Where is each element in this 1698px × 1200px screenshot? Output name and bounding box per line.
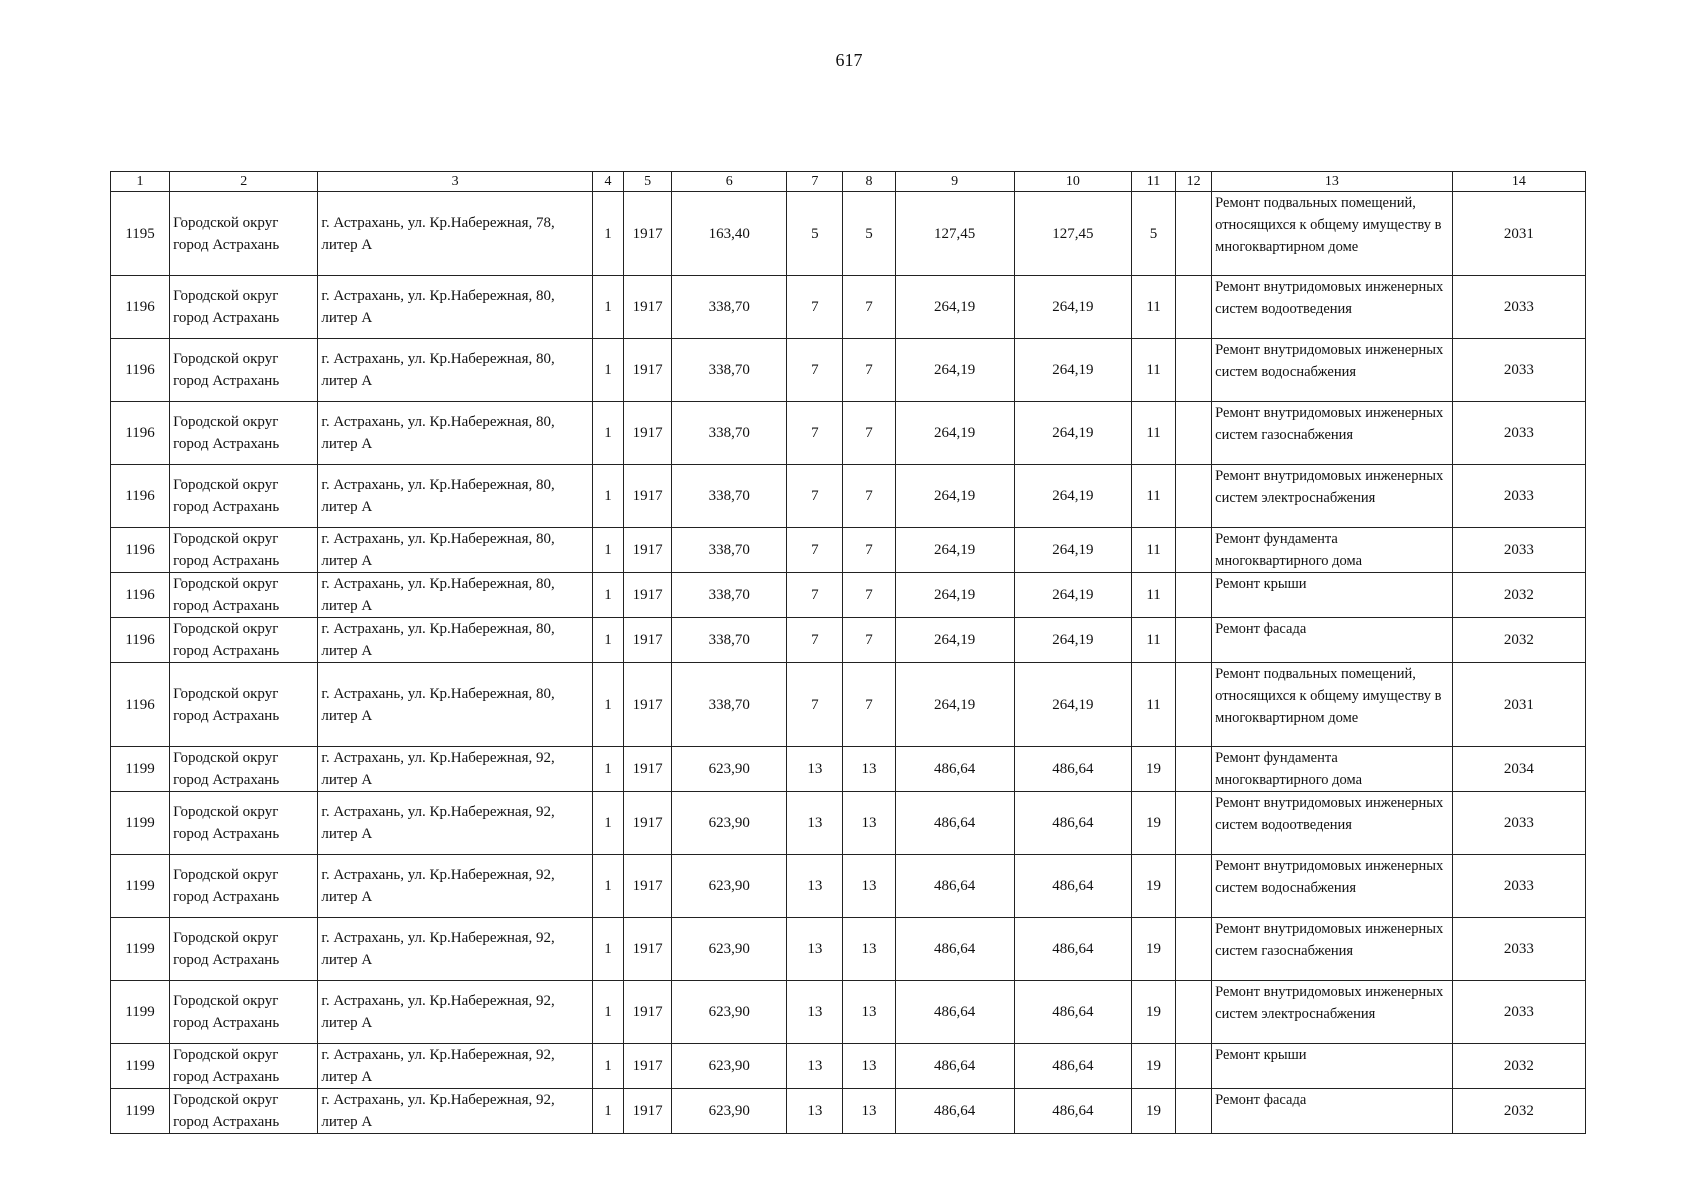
cell-work-type: Ремонт крыши [1212, 573, 1452, 618]
column-header-3: 3 [318, 172, 593, 192]
cell-row-id: 1199 [111, 918, 170, 981]
cell-col-12 [1176, 855, 1212, 918]
column-header-8: 8 [843, 172, 895, 192]
cell-col-11: 11 [1132, 339, 1176, 402]
cell-year-built: 1917 [624, 792, 672, 855]
cell-row-id: 1199 [111, 1044, 170, 1089]
cell-year-built: 1917 [624, 465, 672, 528]
cell-row-id: 1199 [111, 792, 170, 855]
cell-municipality: Городской округ город Астрахань [170, 1089, 318, 1134]
cell-year-built: 1917 [624, 573, 672, 618]
cell-year-built: 1917 [624, 276, 672, 339]
cell-col-11: 5 [1132, 192, 1176, 276]
cell-municipality: Городской округ город Астрахань [170, 981, 318, 1044]
cell-col-7: 7 [787, 276, 843, 339]
table-row [111, 1089, 1586, 1134]
cell-col-8: 13 [843, 1089, 895, 1134]
cell-total-area: 338,70 [672, 573, 787, 618]
table-row [111, 192, 1586, 276]
cell-col-12 [1176, 276, 1212, 339]
cell-total-area: 623,90 [672, 1089, 787, 1134]
cell-year-built: 1917 [624, 528, 672, 573]
cell-municipality: Городской округ город Астрахань [170, 663, 318, 747]
column-header-14: 14 [1452, 172, 1585, 192]
cell-col-12 [1176, 339, 1212, 402]
cell-col-4: 1 [592, 528, 623, 573]
table-row [111, 339, 1586, 402]
cell-area-9: 264,19 [895, 573, 1014, 618]
cell-col-7: 7 [787, 663, 843, 747]
cell-col-8: 7 [843, 465, 895, 528]
cell-area-9: 486,64 [895, 855, 1014, 918]
cell-col-11: 19 [1132, 981, 1176, 1044]
cell-row-id: 1195 [111, 192, 170, 276]
cell-address: г. Астрахань, ул. Кр.Набережная, 78, литер А [318, 192, 593, 276]
cell-col-8: 7 [843, 663, 895, 747]
cell-address: г. Астрахань, ул. Кр.Набережная, 80, литер А [318, 276, 593, 339]
column-header-1: 1 [111, 172, 170, 192]
cell-col-8: 7 [843, 339, 895, 402]
cell-total-area: 338,70 [672, 528, 787, 573]
cell-col-7: 5 [787, 192, 843, 276]
cell-area-9: 264,19 [895, 402, 1014, 465]
cell-year-built: 1917 [624, 918, 672, 981]
column-number-row [111, 172, 1586, 192]
column-header-7: 7 [787, 172, 843, 192]
cell-planned-year: 2032 [1452, 1089, 1585, 1134]
cell-municipality: Городской округ город Астрахань [170, 792, 318, 855]
cell-municipality: Городской округ город Астрахань [170, 918, 318, 981]
cell-row-id: 1199 [111, 855, 170, 918]
table-row [111, 618, 1586, 663]
page-number: 617 [835, 50, 863, 70]
cell-work-type: Ремонт внутридомовых инженерных систем газоснабжения [1212, 402, 1452, 465]
table-row [111, 1044, 1586, 1089]
cell-col-12 [1176, 747, 1212, 792]
cell-col-8: 5 [843, 192, 895, 276]
cell-area-9: 486,64 [895, 1089, 1014, 1134]
cell-col-4: 1 [592, 792, 623, 855]
cell-col-7: 13 [787, 1089, 843, 1134]
cell-year-built: 1917 [624, 402, 672, 465]
cell-area-9: 264,19 [895, 618, 1014, 663]
table-row [111, 402, 1586, 465]
cell-row-id: 1196 [111, 402, 170, 465]
cell-total-area: 623,90 [672, 747, 787, 792]
cell-area-9: 486,64 [895, 747, 1014, 792]
cell-planned-year: 2032 [1452, 618, 1585, 663]
cell-planned-year: 2033 [1452, 465, 1585, 528]
cell-year-built: 1917 [624, 747, 672, 792]
cell-col-12 [1176, 192, 1212, 276]
cell-area-10: 486,64 [1014, 855, 1131, 918]
cell-planned-year: 2033 [1452, 855, 1585, 918]
cell-row-id: 1196 [111, 663, 170, 747]
cell-planned-year: 2033 [1452, 792, 1585, 855]
cell-area-9: 264,19 [895, 465, 1014, 528]
cell-area-9: 264,19 [895, 663, 1014, 747]
cell-area-10: 264,19 [1014, 618, 1131, 663]
column-header-2: 2 [170, 172, 318, 192]
table-row [111, 792, 1586, 855]
cell-col-8: 13 [843, 981, 895, 1044]
cell-col-12 [1176, 918, 1212, 981]
cell-col-7: 7 [787, 618, 843, 663]
table-row [111, 276, 1586, 339]
cell-planned-year: 2033 [1452, 918, 1585, 981]
cell-col-7: 7 [787, 402, 843, 465]
cell-municipality: Городской округ город Астрахань [170, 1044, 318, 1089]
table-row [111, 528, 1586, 573]
cell-work-type: Ремонт фундамента многоквартирного дома [1212, 528, 1452, 573]
cell-work-type: Ремонт внутридомовых инженерных систем водоснабжения [1212, 339, 1452, 402]
cell-col-12 [1176, 618, 1212, 663]
cell-row-id: 1196 [111, 573, 170, 618]
cell-municipality: Городской округ город Астрахань [170, 465, 318, 528]
cell-total-area: 623,90 [672, 792, 787, 855]
cell-col-11: 19 [1132, 1044, 1176, 1089]
cell-address: г. Астрахань, ул. Кр.Набережная, 80, литер А [318, 573, 593, 618]
cell-col-12 [1176, 663, 1212, 747]
cell-col-7: 13 [787, 1044, 843, 1089]
cell-area-10: 486,64 [1014, 792, 1131, 855]
cell-row-id: 1196 [111, 618, 170, 663]
cell-municipality: Городской округ город Астрахань [170, 192, 318, 276]
cell-area-10: 264,19 [1014, 573, 1131, 618]
cell-work-type: Ремонт подвальных помещений, относящихся к общему имуществу в многоквартирном доме [1212, 192, 1452, 276]
cell-total-area: 163,40 [672, 192, 787, 276]
table-row [111, 855, 1586, 918]
cell-year-built: 1917 [624, 663, 672, 747]
cell-row-id: 1199 [111, 747, 170, 792]
cell-row-id: 1199 [111, 981, 170, 1044]
cell-address: г. Астрахань, ул. Кр.Набережная, 92, литер А [318, 981, 593, 1044]
cell-address: г. Астрахань, ул. Кр.Набережная, 92, литер А [318, 792, 593, 855]
cell-row-id: 1196 [111, 528, 170, 573]
cell-planned-year: 2033 [1452, 981, 1585, 1044]
cell-address: г. Астрахань, ул. Кр.Набережная, 80, литер А [318, 465, 593, 528]
cell-work-type: Ремонт внутридомовых инженерных систем водоотведения [1212, 276, 1452, 339]
table-row [111, 573, 1586, 618]
cell-col-4: 1 [592, 573, 623, 618]
cell-municipality: Городской округ город Астрахань [170, 402, 318, 465]
capital-repair-table [110, 171, 1586, 1134]
cell-col-8: 13 [843, 855, 895, 918]
cell-area-10: 486,64 [1014, 1089, 1131, 1134]
column-header-13: 13 [1212, 172, 1452, 192]
cell-planned-year: 2033 [1452, 528, 1585, 573]
cell-col-4: 1 [592, 192, 623, 276]
cell-col-4: 1 [592, 276, 623, 339]
cell-work-type: Ремонт фундамента многоквартирного дома [1212, 747, 1452, 792]
cell-col-11: 11 [1132, 528, 1176, 573]
cell-work-type: Ремонт внутридомовых инженерных систем электроснабжения [1212, 465, 1452, 528]
cell-address: г. Астрахань, ул. Кр.Набережная, 92, литер А [318, 1089, 593, 1134]
cell-total-area: 338,70 [672, 339, 787, 402]
column-header-4: 4 [592, 172, 623, 192]
cell-municipality: Городской округ город Астрахань [170, 339, 318, 402]
cell-col-11: 19 [1132, 747, 1176, 792]
cell-col-4: 1 [592, 981, 623, 1044]
table-body [111, 192, 1586, 1134]
cell-year-built: 1917 [624, 981, 672, 1044]
cell-planned-year: 2031 [1452, 663, 1585, 747]
cell-planned-year: 2033 [1452, 276, 1585, 339]
cell-planned-year: 2033 [1452, 339, 1585, 402]
cell-col-4: 1 [592, 747, 623, 792]
cell-work-type: Ремонт подвальных помещений, относящихся к общему имуществу в многоквартирном доме [1212, 663, 1452, 747]
cell-col-11: 11 [1132, 663, 1176, 747]
cell-address: г. Астрахань, ул. Кр.Набережная, 80, литер А [318, 618, 593, 663]
cell-area-10: 264,19 [1014, 402, 1131, 465]
cell-col-12 [1176, 792, 1212, 855]
cell-col-12 [1176, 528, 1212, 573]
cell-work-type: Ремонт фасада [1212, 618, 1452, 663]
column-header-10: 10 [1014, 172, 1131, 192]
cell-col-8: 7 [843, 573, 895, 618]
cell-area-9: 264,19 [895, 276, 1014, 339]
cell-col-11: 11 [1132, 573, 1176, 618]
cell-row-id: 1196 [111, 465, 170, 528]
cell-col-8: 7 [843, 528, 895, 573]
cell-area-10: 486,64 [1014, 981, 1131, 1044]
cell-col-8: 7 [843, 618, 895, 663]
cell-row-id: 1196 [111, 276, 170, 339]
cell-area-9: 486,64 [895, 1044, 1014, 1089]
table-row [111, 747, 1586, 792]
cell-total-area: 623,90 [672, 981, 787, 1044]
cell-address: г. Астрахань, ул. Кр.Набережная, 80, литер А [318, 663, 593, 747]
cell-col-11: 19 [1132, 855, 1176, 918]
cell-work-type: Ремонт внутридомовых инженерных систем водоснабжения [1212, 855, 1452, 918]
cell-col-7: 13 [787, 918, 843, 981]
cell-col-4: 1 [592, 465, 623, 528]
cell-planned-year: 2034 [1452, 747, 1585, 792]
cell-col-7: 13 [787, 747, 843, 792]
table-row [111, 981, 1586, 1044]
cell-municipality: Городской округ город Астрахань [170, 276, 318, 339]
cell-address: г. Астрахань, ул. Кр.Набережная, 80, литер А [318, 528, 593, 573]
cell-col-8: 7 [843, 276, 895, 339]
cell-municipality: Городской округ город Астрахань [170, 747, 318, 792]
cell-col-12 [1176, 1044, 1212, 1089]
cell-area-9: 127,45 [895, 192, 1014, 276]
cell-area-9: 486,64 [895, 918, 1014, 981]
cell-col-12 [1176, 573, 1212, 618]
cell-total-area: 338,70 [672, 402, 787, 465]
cell-work-type: Ремонт крыши [1212, 1044, 1452, 1089]
cell-year-built: 1917 [624, 339, 672, 402]
cell-total-area: 623,90 [672, 1044, 787, 1089]
cell-planned-year: 2031 [1452, 192, 1585, 276]
cell-col-12 [1176, 465, 1212, 528]
cell-col-7: 7 [787, 573, 843, 618]
cell-area-10: 486,64 [1014, 918, 1131, 981]
cell-col-11: 11 [1132, 402, 1176, 465]
cell-area-9: 486,64 [895, 792, 1014, 855]
cell-col-12 [1176, 981, 1212, 1044]
cell-row-id: 1196 [111, 339, 170, 402]
cell-total-area: 623,90 [672, 855, 787, 918]
cell-row-id: 1199 [111, 1089, 170, 1134]
cell-col-8: 7 [843, 402, 895, 465]
column-header-11: 11 [1132, 172, 1176, 192]
cell-col-8: 13 [843, 918, 895, 981]
cell-year-built: 1917 [624, 192, 672, 276]
cell-area-10: 264,19 [1014, 663, 1131, 747]
cell-area-9: 264,19 [895, 528, 1014, 573]
cell-area-10: 127,45 [1014, 192, 1131, 276]
cell-work-type: Ремонт внутридомовых инженерных систем водоотведения [1212, 792, 1452, 855]
column-header-5: 5 [624, 172, 672, 192]
cell-year-built: 1917 [624, 1044, 672, 1089]
cell-year-built: 1917 [624, 855, 672, 918]
cell-municipality: Городской округ город Астрахань [170, 618, 318, 663]
cell-planned-year: 2032 [1452, 1044, 1585, 1089]
cell-address: г. Астрахань, ул. Кр.Набережная, 92, литер А [318, 918, 593, 981]
cell-planned-year: 2033 [1452, 402, 1585, 465]
cell-area-10: 264,19 [1014, 528, 1131, 573]
cell-total-area: 338,70 [672, 276, 787, 339]
cell-address: г. Астрахань, ул. Кр.Набережная, 92, литер А [318, 747, 593, 792]
cell-work-type: Ремонт внутридомовых инженерных систем электроснабжения [1212, 981, 1452, 1044]
cell-col-4: 1 [592, 663, 623, 747]
cell-col-7: 13 [787, 792, 843, 855]
cell-area-10: 486,64 [1014, 747, 1131, 792]
cell-col-4: 1 [592, 402, 623, 465]
cell-col-7: 7 [787, 339, 843, 402]
cell-area-10: 486,64 [1014, 1044, 1131, 1089]
table-row [111, 663, 1586, 747]
cell-area-10: 264,19 [1014, 465, 1131, 528]
cell-col-11: 11 [1132, 618, 1176, 663]
cell-municipality: Городской округ город Астрахань [170, 573, 318, 618]
cell-col-11: 11 [1132, 276, 1176, 339]
cell-col-4: 1 [592, 1044, 623, 1089]
cell-col-12 [1176, 402, 1212, 465]
cell-col-7: 7 [787, 528, 843, 573]
table-row [111, 465, 1586, 528]
cell-col-4: 1 [592, 339, 623, 402]
cell-col-7: 13 [787, 855, 843, 918]
cell-col-12 [1176, 1089, 1212, 1134]
cell-address: г. Астрахань, ул. Кр.Набережная, 92, литер А [318, 855, 593, 918]
cell-col-7: 7 [787, 465, 843, 528]
cell-year-built: 1917 [624, 618, 672, 663]
cell-area-10: 264,19 [1014, 276, 1131, 339]
column-header-12: 12 [1176, 172, 1212, 192]
cell-municipality: Городской округ город Астрахань [170, 855, 318, 918]
column-header-9: 9 [895, 172, 1014, 192]
cell-address: г. Астрахань, ул. Кр.Набережная, 80, литер А [318, 402, 593, 465]
cell-address: г. Астрахань, ул. Кр.Набережная, 92, литер А [318, 1044, 593, 1089]
cell-col-8: 13 [843, 792, 895, 855]
cell-col-8: 13 [843, 747, 895, 792]
cell-col-11: 19 [1132, 792, 1176, 855]
cell-col-4: 1 [592, 918, 623, 981]
cell-municipality: Городской округ город Астрахань [170, 528, 318, 573]
cell-address: г. Астрахань, ул. Кр.Набережная, 80, литер А [318, 339, 593, 402]
table-row [111, 918, 1586, 981]
cell-col-11: 19 [1132, 1089, 1176, 1134]
cell-area-9: 264,19 [895, 339, 1014, 402]
cell-col-4: 1 [592, 1089, 623, 1134]
cell-planned-year: 2032 [1452, 573, 1585, 618]
column-header-6: 6 [672, 172, 787, 192]
cell-total-area: 338,70 [672, 663, 787, 747]
cell-col-8: 13 [843, 1044, 895, 1089]
cell-col-4: 1 [592, 618, 623, 663]
cell-total-area: 623,90 [672, 918, 787, 981]
cell-work-type: Ремонт внутридомовых инженерных систем газоснабжения [1212, 918, 1452, 981]
cell-col-11: 11 [1132, 465, 1176, 528]
cell-total-area: 338,70 [672, 618, 787, 663]
cell-col-4: 1 [592, 855, 623, 918]
cell-area-9: 486,64 [895, 981, 1014, 1044]
cell-work-type: Ремонт фасада [1212, 1089, 1452, 1134]
cell-area-10: 264,19 [1014, 339, 1131, 402]
cell-col-11: 19 [1132, 918, 1176, 981]
cell-total-area: 338,70 [672, 465, 787, 528]
cell-col-7: 13 [787, 981, 843, 1044]
cell-year-built: 1917 [624, 1089, 672, 1134]
